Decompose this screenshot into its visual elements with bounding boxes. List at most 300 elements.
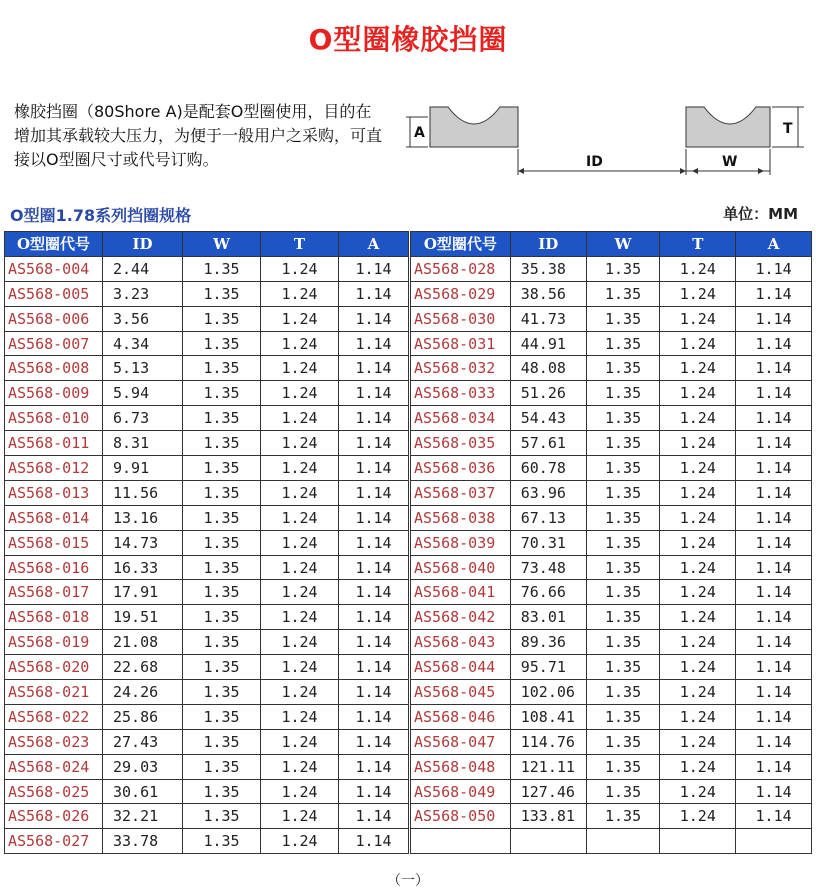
oring-code: AS568-048 [411, 754, 511, 779]
oring-code: AS568-040 [411, 555, 511, 580]
label-id: ID [586, 154, 603, 170]
a-value: 1.14 [339, 655, 409, 680]
table-header-row [5, 232, 409, 257]
table-row [5, 306, 409, 331]
t-value [660, 829, 736, 854]
w-value: 1.35 [586, 381, 660, 406]
t-value: 1.24 [660, 555, 736, 580]
id-value: 70.31 [510, 530, 586, 555]
t-value: 1.24 [660, 281, 736, 306]
w-value: 1.35 [586, 704, 660, 729]
a-value: 1.14 [339, 704, 409, 729]
t-value: 1.24 [660, 680, 736, 705]
id-value: 63.96 [510, 480, 586, 505]
id-value: 21.08 [103, 630, 183, 655]
oring-code: AS568-012 [5, 456, 103, 481]
t-value: 1.24 [660, 381, 736, 406]
t-value: 1.24 [660, 754, 736, 779]
id-value: 24.26 [103, 680, 183, 705]
t-value: 1.24 [261, 779, 339, 804]
a-value: 1.14 [339, 281, 409, 306]
right-section-shape [686, 107, 770, 147]
w-value: 1.35 [586, 605, 660, 630]
table-row [5, 480, 409, 505]
table-row [5, 431, 409, 456]
t-value: 1.24 [261, 605, 339, 630]
left-section-shape [430, 107, 518, 147]
a-value: 1.14 [339, 680, 409, 705]
a-value: 1.14 [339, 306, 409, 331]
w-value: 1.35 [183, 580, 261, 605]
oring-code: AS568-024 [5, 754, 103, 779]
t-value: 1.24 [660, 704, 736, 729]
table-row [5, 381, 409, 406]
t-value: 1.24 [660, 480, 736, 505]
table-row [5, 704, 409, 729]
w-value: 1.35 [586, 580, 660, 605]
header-t: T [261, 232, 339, 257]
t-value: 1.24 [261, 704, 339, 729]
t-value: 1.24 [660, 530, 736, 555]
oring-code: AS568-050 [411, 804, 511, 829]
t-value: 1.24 [261, 754, 339, 779]
oring-code: AS568-005 [5, 281, 103, 306]
t-value: 1.24 [261, 331, 339, 356]
table-row [5, 655, 409, 680]
oring-code: AS568-017 [5, 580, 103, 605]
t-value: 1.24 [261, 580, 339, 605]
a-value: 1.14 [736, 555, 812, 580]
a-value: 1.14 [736, 406, 812, 431]
id-value: 13.16 [103, 505, 183, 530]
intro-text: 橡胶挡圈（80Shore A)是配套O型圈使用，目的在增加其承载较大压力，为便于一般用户之采购，可直接以O型圈尺寸或代号订购。 [14, 102, 383, 169]
oring-code: AS568-015 [5, 530, 103, 555]
oring-code: AS568-007 [5, 331, 103, 356]
table-row [411, 530, 812, 555]
spec-table-right [410, 231, 812, 854]
oring-code: AS568-010 [5, 406, 103, 431]
oring-code: AS568-039 [411, 530, 511, 555]
w-value: 1.35 [586, 431, 660, 456]
table-row [411, 306, 812, 331]
table-row [5, 804, 409, 829]
a-value: 1.14 [339, 605, 409, 630]
w-value: 1.35 [183, 630, 261, 655]
id-value: 11.56 [103, 480, 183, 505]
id-value: 6.73 [103, 406, 183, 431]
oring-code: AS568-020 [5, 655, 103, 680]
oring-code: AS568-034 [411, 406, 511, 431]
oring-code: AS568-004 [5, 256, 103, 281]
table-row [411, 804, 812, 829]
table-row [411, 680, 812, 705]
a-value: 1.14 [339, 381, 409, 406]
w-value: 1.35 [586, 406, 660, 431]
id-value: 38.56 [510, 281, 586, 306]
id-value: 14.73 [103, 530, 183, 555]
id-value: 51.26 [510, 381, 586, 406]
a-value: 1.14 [736, 754, 812, 779]
t-value: 1.24 [261, 480, 339, 505]
w-value: 1.35 [183, 406, 261, 431]
table-row [411, 829, 812, 854]
t-value: 1.24 [660, 505, 736, 530]
header-w: W [183, 232, 261, 257]
w-value: 1.35 [586, 779, 660, 804]
w-value: 1.35 [183, 680, 261, 705]
id-value: 5.94 [103, 381, 183, 406]
oring-code: AS568-037 [411, 480, 511, 505]
t-value: 1.24 [660, 804, 736, 829]
w-value: 1.35 [586, 754, 660, 779]
w-value: 1.35 [586, 729, 660, 754]
series-title: O型圈1.78系列挡圈规格 [10, 206, 192, 225]
oring-code: AS568-016 [5, 555, 103, 580]
a-value: 1.14 [736, 630, 812, 655]
t-value: 1.24 [261, 406, 339, 431]
t-value: 1.24 [660, 580, 736, 605]
a-value: 1.14 [736, 605, 812, 630]
t-value: 1.24 [261, 431, 339, 456]
table-row [411, 406, 812, 431]
t-value: 1.24 [261, 729, 339, 754]
t-value: 1.24 [261, 530, 339, 555]
id-value: 89.36 [510, 630, 586, 655]
w-value: 1.35 [586, 555, 660, 580]
oring-code: AS568-044 [411, 655, 511, 680]
table-row [5, 605, 409, 630]
w-value: 1.35 [183, 480, 261, 505]
oring-code: AS568-038 [411, 505, 511, 530]
a-value: 1.14 [339, 829, 409, 854]
a-value: 1.14 [339, 356, 409, 381]
id-value: 121.11 [510, 754, 586, 779]
oring-code: AS568-033 [411, 381, 511, 406]
header-id: ID [103, 232, 183, 257]
a-value: 1.14 [736, 505, 812, 530]
t-value: 1.24 [660, 331, 736, 356]
table-row [5, 680, 409, 705]
table-row [411, 754, 812, 779]
w-value: 1.35 [586, 804, 660, 829]
table-row [411, 381, 812, 406]
id-value: 76.66 [510, 580, 586, 605]
table-row [411, 456, 812, 481]
t-value: 1.24 [261, 680, 339, 705]
w-value: 1.35 [183, 704, 261, 729]
w-value: 1.35 [183, 356, 261, 381]
w-value: 1.35 [586, 480, 660, 505]
page-title: O型圈橡胶挡圈 [308, 23, 508, 56]
oring-code: AS568-032 [411, 356, 511, 381]
t-value: 1.24 [261, 456, 339, 481]
oring-code: AS568-035 [411, 431, 511, 456]
t-value: 1.24 [261, 829, 339, 854]
w-value: 1.35 [586, 281, 660, 306]
table-row [5, 456, 409, 481]
table-header-row [411, 232, 812, 257]
unit-label: 单位：MM [723, 205, 798, 223]
id-value: 73.48 [510, 555, 586, 580]
a-value: 1.14 [736, 804, 812, 829]
table-row [411, 605, 812, 630]
oring-code: AS568-043 [411, 630, 511, 655]
table-row [5, 630, 409, 655]
table-row [5, 580, 409, 605]
t-value: 1.24 [660, 605, 736, 630]
table-row [5, 729, 409, 754]
table-row [5, 829, 409, 854]
id-value: 25.86 [103, 704, 183, 729]
t-value: 1.24 [261, 655, 339, 680]
table-row [411, 431, 812, 456]
spec-tables [4, 231, 812, 863]
t-value: 1.24 [660, 779, 736, 804]
t-value: 1.24 [660, 406, 736, 431]
t-value: 1.24 [660, 655, 736, 680]
a-value: 1.14 [736, 331, 812, 356]
w-value: 1.35 [183, 779, 261, 804]
id-value: 27.43 [103, 729, 183, 754]
t-value: 1.24 [261, 381, 339, 406]
table-row [411, 281, 812, 306]
label-w: W [722, 154, 738, 170]
id-value: 29.03 [103, 754, 183, 779]
w-value: 1.35 [183, 281, 261, 306]
a-value: 1.14 [736, 256, 812, 281]
id-value: 16.33 [103, 555, 183, 580]
a-value: 1.14 [339, 256, 409, 281]
table-row [5, 406, 409, 431]
table-row [411, 655, 812, 680]
oring-code: AS568-009 [5, 381, 103, 406]
w-value: 1.35 [183, 605, 261, 630]
oring-code: AS568-028 [411, 256, 511, 281]
oring-code: AS568-049 [411, 779, 511, 804]
a-value: 1.14 [736, 381, 812, 406]
id-value: 48.08 [510, 356, 586, 381]
t-value: 1.24 [660, 456, 736, 481]
table-row [411, 779, 812, 804]
a-value: 1.14 [339, 505, 409, 530]
t-value: 1.24 [660, 356, 736, 381]
w-value: 1.35 [183, 256, 261, 281]
header-a: A [736, 232, 812, 257]
w-value: 1.35 [586, 456, 660, 481]
a-value: 1.14 [736, 680, 812, 705]
t-value: 1.24 [261, 306, 339, 331]
table-row [5, 331, 409, 356]
w-value: 1.35 [183, 530, 261, 555]
t-value: 1.24 [261, 281, 339, 306]
t-value: 1.24 [261, 356, 339, 381]
header-id: ID [510, 232, 586, 257]
w-value: 1.35 [183, 306, 261, 331]
a-value [736, 829, 812, 854]
table-row [5, 281, 409, 306]
a-value: 1.14 [339, 729, 409, 754]
table-row [411, 555, 812, 580]
table-row [411, 704, 812, 729]
id-value: 102.06 [510, 680, 586, 705]
w-value: 1.35 [586, 306, 660, 331]
id-value: 83.01 [510, 605, 586, 630]
id-value: 54.43 [510, 406, 586, 431]
id-value: 32.21 [103, 804, 183, 829]
w-value: 1.35 [586, 356, 660, 381]
table-row [5, 505, 409, 530]
w-value: 1.35 [586, 530, 660, 555]
a-value: 1.14 [339, 754, 409, 779]
oring-code: AS568-036 [411, 456, 511, 481]
oring-code: AS568-019 [5, 630, 103, 655]
w-value: 1.35 [183, 456, 261, 481]
a-value: 1.14 [736, 356, 812, 381]
header-code: O型圈代号 [411, 232, 511, 257]
id-value: 22.68 [103, 655, 183, 680]
table-row [5, 555, 409, 580]
page-number: （一） [387, 873, 429, 889]
oring-code [411, 829, 511, 854]
w-value: 1.35 [183, 804, 261, 829]
table-row [411, 480, 812, 505]
t-value: 1.24 [261, 505, 339, 530]
id-value: 133.81 [510, 804, 586, 829]
t-value: 1.24 [261, 630, 339, 655]
id-value: 17.91 [103, 580, 183, 605]
a-value: 1.14 [736, 281, 812, 306]
id-value: 60.78 [510, 456, 586, 481]
oring-code: AS568-008 [5, 356, 103, 381]
a-value: 1.14 [339, 580, 409, 605]
id-value: 35.38 [510, 256, 586, 281]
oring-code: AS568-021 [5, 680, 103, 705]
w-value: 1.35 [183, 505, 261, 530]
a-value: 1.14 [339, 804, 409, 829]
oring-code: AS568-029 [411, 281, 511, 306]
oring-code: AS568-041 [411, 580, 511, 605]
oring-code: AS568-047 [411, 729, 511, 754]
t-value: 1.24 [660, 306, 736, 331]
a-value: 1.14 [736, 729, 812, 754]
oring-code: AS568-022 [5, 704, 103, 729]
t-value: 1.24 [660, 431, 736, 456]
a-value: 1.14 [339, 456, 409, 481]
w-value: 1.35 [183, 431, 261, 456]
oring-code: AS568-042 [411, 605, 511, 630]
header-t: T [660, 232, 736, 257]
t-value: 1.24 [660, 630, 736, 655]
w-value: 1.35 [183, 655, 261, 680]
table-row [411, 256, 812, 281]
id-value: 57.61 [510, 431, 586, 456]
a-value: 1.14 [339, 530, 409, 555]
label-a: A [414, 125, 425, 141]
id-value: 67.13 [510, 505, 586, 530]
oring-code: AS568-006 [5, 306, 103, 331]
id-value: 2.44 [103, 256, 183, 281]
w-value: 1.35 [586, 655, 660, 680]
id-value: 9.91 [103, 456, 183, 481]
table-row [411, 505, 812, 530]
w-value: 1.35 [183, 331, 261, 356]
id-value: 108.41 [510, 704, 586, 729]
oring-code: AS568-025 [5, 779, 103, 804]
oring-code: AS568-018 [5, 605, 103, 630]
table-row [411, 580, 812, 605]
a-value: 1.14 [339, 331, 409, 356]
header-a: A [339, 232, 409, 257]
oring-code: AS568-013 [5, 480, 103, 505]
table-row [5, 256, 409, 281]
table-row [411, 331, 812, 356]
a-value: 1.14 [339, 779, 409, 804]
w-value: 1.35 [183, 729, 261, 754]
oring-code: AS568-030 [411, 306, 511, 331]
a-value: 1.14 [339, 431, 409, 456]
oring-code: AS568-046 [411, 704, 511, 729]
a-value: 1.14 [339, 480, 409, 505]
header-code: O型圈代号 [5, 232, 103, 257]
a-value: 1.14 [736, 779, 812, 804]
a-value: 1.14 [339, 555, 409, 580]
w-value: 1.35 [586, 256, 660, 281]
table-row [5, 356, 409, 381]
t-value: 1.24 [261, 555, 339, 580]
w-value: 1.35 [586, 505, 660, 530]
w-value: 1.35 [183, 829, 261, 854]
table-row [5, 779, 409, 804]
id-value [510, 829, 586, 854]
t-value: 1.24 [660, 256, 736, 281]
a-value: 1.14 [736, 306, 812, 331]
table-row [411, 356, 812, 381]
id-value: 4.34 [103, 331, 183, 356]
header-w: W [586, 232, 660, 257]
id-value: 3.56 [103, 306, 183, 331]
id-value: 127.46 [510, 779, 586, 804]
oring-code: AS568-014 [5, 505, 103, 530]
table-row [5, 530, 409, 555]
a-value: 1.14 [339, 630, 409, 655]
t-value: 1.24 [261, 256, 339, 281]
a-value: 1.14 [736, 580, 812, 605]
id-value: 5.13 [103, 356, 183, 381]
oring-code: AS568-026 [5, 804, 103, 829]
a-value: 1.14 [736, 456, 812, 481]
w-value: 1.35 [183, 555, 261, 580]
w-value: 1.35 [586, 630, 660, 655]
a-value: 1.14 [736, 480, 812, 505]
t-value: 1.24 [660, 729, 736, 754]
id-value: 30.61 [103, 779, 183, 804]
label-t: T [783, 121, 793, 137]
a-value: 1.14 [339, 406, 409, 431]
w-value: 1.35 [586, 680, 660, 705]
a-value: 1.14 [736, 704, 812, 729]
a-value: 1.14 [736, 530, 812, 555]
id-value: 33.78 [103, 829, 183, 854]
oring-code: AS568-023 [5, 729, 103, 754]
oring-code: AS568-045 [411, 680, 511, 705]
id-value: 3.23 [103, 281, 183, 306]
t-value: 1.24 [261, 804, 339, 829]
oring-code: AS568-027 [5, 829, 103, 854]
retainer-cross-section-diagram [400, 95, 810, 180]
w-value: 1.35 [183, 381, 261, 406]
oring-code: AS568-011 [5, 431, 103, 456]
id-value: 8.31 [103, 431, 183, 456]
